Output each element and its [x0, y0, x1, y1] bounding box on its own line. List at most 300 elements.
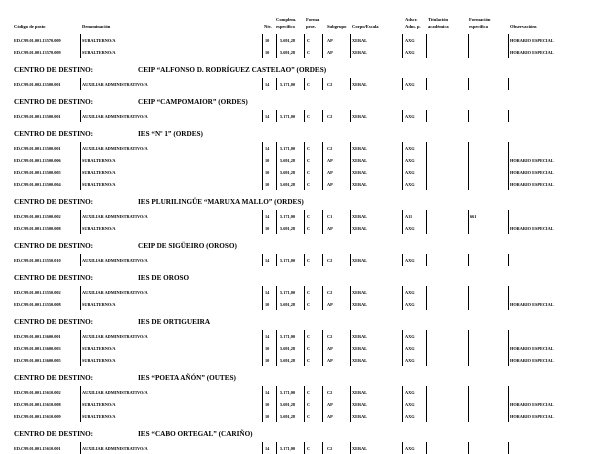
cell-subgrupo: AP	[327, 414, 333, 419]
cell-corpo: XERAL	[352, 334, 368, 339]
column-rule	[262, 142, 263, 154]
cell-code: ED.C99.01.001.13500.001	[14, 114, 61, 119]
table-row	[0, 222, 615, 234]
column-rule	[322, 46, 323, 58]
column-rule	[80, 34, 81, 46]
cell-subgrupo: AP	[327, 170, 333, 175]
column-rule	[322, 442, 323, 454]
column-rule	[426, 222, 427, 234]
column-rule	[350, 110, 351, 122]
column-rule	[508, 298, 509, 310]
column-rule	[350, 354, 351, 366]
cell-complemento: 5.691,28	[280, 402, 296, 407]
column-rule	[426, 398, 427, 410]
column-rule	[426, 154, 427, 166]
cell-subgrupo: AP	[327, 182, 333, 187]
column-rule	[304, 342, 305, 354]
column-rule	[276, 386, 277, 398]
column-rule	[402, 354, 403, 366]
column-rule	[350, 410, 351, 422]
centro-heading	[14, 130, 203, 138]
header-codigo: Código de posto	[14, 24, 46, 29]
column-rule	[276, 34, 277, 46]
column-rule	[80, 342, 81, 354]
column-rule	[322, 34, 323, 46]
centro-heading	[14, 242, 237, 250]
cell-corpo: XERAL	[352, 114, 368, 119]
cell-complemento: 5.691,28	[280, 302, 296, 307]
centro-label: CENTRO DE DESTINO:	[14, 242, 94, 250]
column-rule	[508, 78, 509, 90]
cell-denominacion: SUBALTERNO/A	[82, 414, 116, 419]
cell-subgrupo: C2	[327, 146, 333, 151]
cell-corpo: XERAL	[352, 170, 368, 175]
cell-denominacion: SUBALTERNO/A	[82, 170, 116, 175]
column-rule	[80, 110, 81, 122]
cell-complemento: 5.691,28	[280, 182, 296, 187]
table-row	[0, 34, 615, 46]
cell-code: ED.C99.01.001.13600.005	[14, 358, 61, 363]
cell-forma: C	[307, 446, 311, 451]
cell-observacions: HORARIO ESPECIAL	[510, 402, 554, 407]
cell-observacions: HORARIO ESPECIAL	[510, 226, 554, 231]
cell-adscricion: AXG	[405, 390, 415, 395]
column-rule	[350, 286, 351, 298]
column-rule	[350, 178, 351, 190]
centro-label: CENTRO DE DESTINO:	[14, 66, 94, 74]
column-rule	[304, 46, 305, 58]
cell-corpo: XERAL	[352, 402, 368, 407]
header-academica: académica	[428, 24, 449, 29]
column-rule	[304, 286, 305, 298]
cell-adscricion: AXG	[405, 170, 415, 175]
cell-denominacion: AUXILIAR ADMINISTRATIVO/A	[82, 82, 148, 87]
column-rule	[350, 330, 351, 342]
column-rule	[426, 254, 427, 266]
cell-code: ED.C99.01.001.13550.010	[14, 258, 61, 263]
column-rule	[304, 410, 305, 422]
cell-denominacion: SUBALTERNO/A	[82, 182, 116, 187]
cell-corpo: XERAL	[352, 346, 368, 351]
column-rule	[80, 46, 81, 58]
column-rule	[262, 398, 263, 410]
column-rule	[402, 78, 403, 90]
header-formacion: Formación	[469, 17, 491, 22]
column-rule	[402, 222, 403, 234]
column-rule	[508, 46, 509, 58]
cell-denominacion: SUBALTERNO/A	[82, 346, 116, 351]
column-rule	[262, 154, 263, 166]
cell-subgrupo: AP	[327, 346, 333, 351]
column-rule	[304, 354, 305, 366]
centro-name: IES “POETA AÑÓN” (OUTES)	[138, 374, 236, 382]
column-rule	[468, 354, 469, 366]
column-rule	[426, 166, 427, 178]
table-row	[0, 398, 615, 410]
centro-name: CEIP “CAMPOMAIOR” (ORDES)	[138, 98, 248, 106]
column-rule	[322, 78, 323, 90]
cell-subgrupo: C2	[327, 82, 333, 87]
cell-subgrupo: C2	[327, 446, 333, 451]
cell-formacion: 661	[470, 214, 477, 219]
cell-subgrupo: C2	[327, 258, 333, 263]
cell-niv: 10	[265, 50, 270, 55]
column-rule	[350, 442, 351, 454]
cell-niv: 14	[265, 214, 270, 219]
column-rule	[322, 142, 323, 154]
table-row	[0, 110, 615, 122]
cell-adscricion: AXG	[405, 226, 415, 231]
column-rule	[402, 442, 403, 454]
cell-code: ED.C99.01.001.13500.008	[14, 226, 61, 231]
cell-niv: 10	[265, 346, 270, 351]
cell-complemento: 5.691,28	[280, 358, 296, 363]
column-rule	[276, 78, 277, 90]
column-rule	[426, 298, 427, 310]
cell-code: ED.C99.01.001.13500.001	[14, 146, 61, 151]
column-rule	[350, 342, 351, 354]
column-rule	[322, 330, 323, 342]
cell-adscricion: AXG	[405, 182, 415, 187]
cell-adscricion: AXG	[405, 114, 415, 119]
column-rule	[402, 154, 403, 166]
column-rule	[402, 398, 403, 410]
table-row	[0, 342, 615, 354]
column-rule	[276, 110, 277, 122]
column-rule	[402, 286, 403, 298]
table-row	[0, 330, 615, 342]
cell-forma: C	[307, 182, 311, 187]
centro-label: CENTRO DE DESTINO:	[14, 198, 94, 206]
column-rule	[80, 354, 81, 366]
column-rule	[262, 210, 263, 222]
table-row	[0, 354, 615, 366]
column-rule	[468, 298, 469, 310]
cell-code: ED.C99.01.001.13550.002	[14, 290, 61, 295]
column-rule	[402, 386, 403, 398]
centro-heading	[14, 374, 236, 382]
column-rule	[426, 386, 427, 398]
cell-niv: 14	[265, 390, 270, 395]
cell-corpo: XERAL	[352, 158, 368, 163]
cell-subgrupo: AP	[327, 38, 333, 43]
table-row	[0, 210, 615, 222]
column-rule	[508, 330, 509, 342]
cell-subgrupo: AP	[327, 50, 333, 55]
cell-complemento: 5.171,00	[280, 82, 296, 87]
column-rule	[426, 142, 427, 154]
column-rule	[80, 210, 81, 222]
cell-adscricion: AXG	[405, 258, 415, 263]
cell-adscricion: AXG	[405, 334, 415, 339]
header-corpo: Corpo/Escala	[352, 24, 379, 29]
table-row	[0, 178, 615, 190]
column-rule	[276, 442, 277, 454]
column-rule	[304, 110, 305, 122]
column-rule	[508, 166, 509, 178]
cell-corpo: XERAL	[352, 146, 368, 151]
cell-niv: 14	[265, 146, 270, 151]
cell-complemento: 5.691,28	[280, 170, 296, 175]
cell-adscricion: AXG	[405, 82, 415, 87]
cell-niv: 10	[265, 158, 270, 163]
column-rule	[468, 410, 469, 422]
cell-niv: 10	[265, 358, 270, 363]
cell-subgrupo: AP	[327, 226, 333, 231]
cell-forma: C	[307, 38, 311, 43]
cell-adscricion: AXG	[405, 158, 415, 163]
table-row	[0, 78, 615, 90]
column-rule	[322, 298, 323, 310]
cell-denominacion: SUBALTERNO/A	[82, 38, 116, 43]
cell-forma: C	[307, 158, 311, 163]
column-rule	[322, 342, 323, 354]
column-rule	[80, 78, 81, 90]
column-rule	[350, 34, 351, 46]
column-rule	[426, 46, 427, 58]
column-rule	[304, 298, 305, 310]
column-rule	[508, 386, 509, 398]
column-rule	[508, 142, 509, 154]
cell-corpo: XERAL	[352, 82, 368, 87]
column-rule	[468, 342, 469, 354]
cell-code: ED.C99.01.001.13600.003	[14, 346, 61, 351]
column-rule	[276, 210, 277, 222]
column-rule	[508, 210, 509, 222]
column-rule	[350, 386, 351, 398]
column-rule	[322, 398, 323, 410]
centro-name: CEIP “ALFONSO D. RODRÍGUEZ CASTELAO” (ORDES)	[138, 66, 327, 74]
cell-niv: 14	[265, 114, 270, 119]
column-rule	[276, 142, 277, 154]
column-rule	[350, 398, 351, 410]
cell-code: ED.C99.01.001.13500.005	[14, 170, 61, 175]
cell-corpo: XERAL	[352, 50, 368, 55]
cell-observacions: HORARIO ESPECIAL	[510, 358, 554, 363]
column-rule	[508, 254, 509, 266]
column-rule	[262, 330, 263, 342]
cell-observacions: HORARIO ESPECIAL	[510, 414, 554, 419]
header-adscr: Adscr.	[405, 17, 418, 22]
column-rule	[402, 298, 403, 310]
cell-forma: C	[307, 334, 311, 339]
column-rule	[262, 110, 263, 122]
table-row	[0, 386, 615, 398]
column-rule	[80, 442, 81, 454]
cell-code: ED.C99.01.001.13570.009	[14, 50, 61, 55]
column-rule	[262, 442, 263, 454]
column-rule	[350, 222, 351, 234]
cell-denominacion: SUBALTERNO/A	[82, 302, 116, 307]
column-rule	[276, 286, 277, 298]
cell-code: ED.C99.01.001.13500.002	[14, 214, 61, 219]
column-rule	[468, 442, 469, 454]
cell-subgrupo: AP	[327, 302, 333, 307]
column-rule	[508, 110, 509, 122]
cell-subgrupo: C2	[327, 114, 333, 119]
cell-adscricion: AXG	[405, 302, 415, 307]
column-rule	[276, 298, 277, 310]
column-rule	[304, 166, 305, 178]
column-rule	[304, 34, 305, 46]
cell-forma: C	[307, 414, 311, 419]
cell-forma: C	[307, 258, 311, 263]
cell-forma: C	[307, 390, 311, 395]
cell-forma: C	[307, 358, 311, 363]
table-row	[0, 142, 615, 154]
cell-niv: 10	[265, 170, 270, 175]
centro-label: CENTRO DE DESTINO:	[14, 430, 94, 438]
cell-observacions: HORARIO ESPECIAL	[510, 182, 554, 187]
cell-adscricion: A11	[405, 214, 413, 219]
cell-niv: 14	[265, 334, 270, 339]
column-rule	[80, 254, 81, 266]
cell-forma: C	[307, 146, 311, 151]
centro-heading	[14, 274, 190, 282]
header-subgrupo: Subgrupo	[327, 24, 347, 29]
column-rule	[304, 398, 305, 410]
centro-label: CENTRO DE DESTINO:	[14, 98, 94, 106]
column-rule	[508, 222, 509, 234]
column-rule	[468, 210, 469, 222]
cell-niv: 10	[265, 302, 270, 307]
cell-subgrupo: AP	[327, 158, 333, 163]
cell-code: ED.C99.01.001.13570.009	[14, 38, 61, 43]
cell-corpo: XERAL	[352, 38, 368, 43]
cell-forma: C	[307, 226, 311, 231]
column-rule	[276, 342, 277, 354]
centro-name: IES DE ORTIGUEIRA	[138, 318, 211, 326]
centro-label: CENTRO DE DESTINO:	[14, 130, 94, 138]
column-rule	[276, 222, 277, 234]
cell-complemento: 5.691,28	[280, 158, 296, 163]
column-rule	[426, 78, 427, 90]
column-rule	[350, 78, 351, 90]
column-rule	[468, 78, 469, 90]
column-rule	[350, 166, 351, 178]
column-rule	[468, 154, 469, 166]
column-rule	[468, 178, 469, 190]
cell-forma: C	[307, 290, 311, 295]
cell-denominacion: SUBALTERNO/A	[82, 226, 116, 231]
cell-adscricion: AXG	[405, 346, 415, 351]
column-rule	[468, 46, 469, 58]
column-rule	[350, 210, 351, 222]
cell-observacions: HORARIO ESPECIAL	[510, 346, 554, 351]
cell-adscricion: AXG	[405, 446, 415, 451]
column-rule	[304, 154, 305, 166]
column-rule	[426, 34, 427, 46]
column-rule	[468, 330, 469, 342]
column-rule	[468, 398, 469, 410]
cell-adscricion: AXG	[405, 414, 415, 419]
column-rule	[426, 410, 427, 422]
cell-forma: C	[307, 170, 311, 175]
column-rule	[304, 78, 305, 90]
centro-name: IES PLURILINGÜE “MARUXA MALLO” (ORDES)	[138, 198, 304, 206]
column-rule	[468, 110, 469, 122]
cell-subgrupo: C1	[327, 214, 333, 219]
cell-complemento: 5.691,28	[280, 346, 296, 351]
column-rule	[426, 178, 427, 190]
column-rule	[402, 46, 403, 58]
table-row	[0, 286, 615, 298]
column-rule	[350, 46, 351, 58]
column-rule	[508, 34, 509, 46]
column-rule	[468, 386, 469, 398]
column-rule	[80, 154, 81, 166]
column-rule	[322, 110, 323, 122]
column-rule	[262, 46, 263, 58]
header-titulacion: Titulación	[428, 17, 449, 22]
cell-denominacion: AUXILIAR ADMINISTRATIVO/A	[82, 214, 148, 219]
cell-adscricion: AXG	[405, 50, 415, 55]
column-rule	[304, 142, 305, 154]
cell-code: ED.C99.01.001.13550.008	[14, 302, 61, 307]
header-denominacion: Denominación	[82, 24, 111, 29]
cell-observacions: HORARIO ESPECIAL	[510, 302, 554, 307]
cell-corpo: XERAL	[352, 414, 368, 419]
column-rule	[402, 142, 403, 154]
cell-complemento: 5.691,28	[280, 226, 296, 231]
cell-corpo: XERAL	[352, 258, 368, 263]
column-rule	[80, 286, 81, 298]
header-prov: prov.	[306, 24, 316, 29]
cell-niv: 10	[265, 38, 270, 43]
column-rule	[402, 110, 403, 122]
cell-denominacion: SUBALTERNO/A	[82, 158, 116, 163]
column-rule	[276, 330, 277, 342]
cell-denominacion: AUXILIAR ADMINISTRATIVO/A	[82, 114, 148, 119]
column-rule	[262, 410, 263, 422]
cell-subgrupo: C2	[327, 290, 333, 295]
table-row	[0, 254, 615, 266]
centro-heading	[14, 66, 327, 74]
column-rule	[262, 286, 263, 298]
column-rule	[468, 254, 469, 266]
header-complem: Complem.	[276, 17, 297, 22]
header-forma: Forma	[306, 17, 320, 22]
centro-name: IES “CABO ORTEGAL” (CARIÑO)	[138, 430, 253, 438]
cell-corpo: XERAL	[352, 226, 368, 231]
column-rule	[426, 210, 427, 222]
column-rule	[350, 298, 351, 310]
cell-niv: 10	[265, 182, 270, 187]
column-rule	[508, 354, 509, 366]
column-rule	[276, 154, 277, 166]
column-rule	[468, 286, 469, 298]
column-rule	[508, 154, 509, 166]
cell-forma: C	[307, 302, 311, 307]
cell-niv: 14	[265, 290, 270, 295]
column-rule	[402, 342, 403, 354]
cell-code: ED.C99.01.001.15610.001	[14, 446, 61, 451]
cell-complemento: 5.171,00	[280, 214, 296, 219]
centro-name: IES DE OROSO	[138, 274, 190, 282]
centro-heading	[14, 430, 253, 438]
cell-observacions: HORARIO ESPECIAL	[510, 38, 554, 43]
cell-corpo: XERAL	[352, 214, 368, 219]
table-row	[0, 298, 615, 310]
cell-code: ED.C99.01.001.13600.001	[14, 334, 61, 339]
column-rule	[80, 398, 81, 410]
cell-niv: 14	[265, 446, 270, 451]
column-rule	[402, 34, 403, 46]
column-rule	[304, 386, 305, 398]
column-rule	[402, 254, 403, 266]
column-rule	[468, 34, 469, 46]
column-rule	[322, 286, 323, 298]
